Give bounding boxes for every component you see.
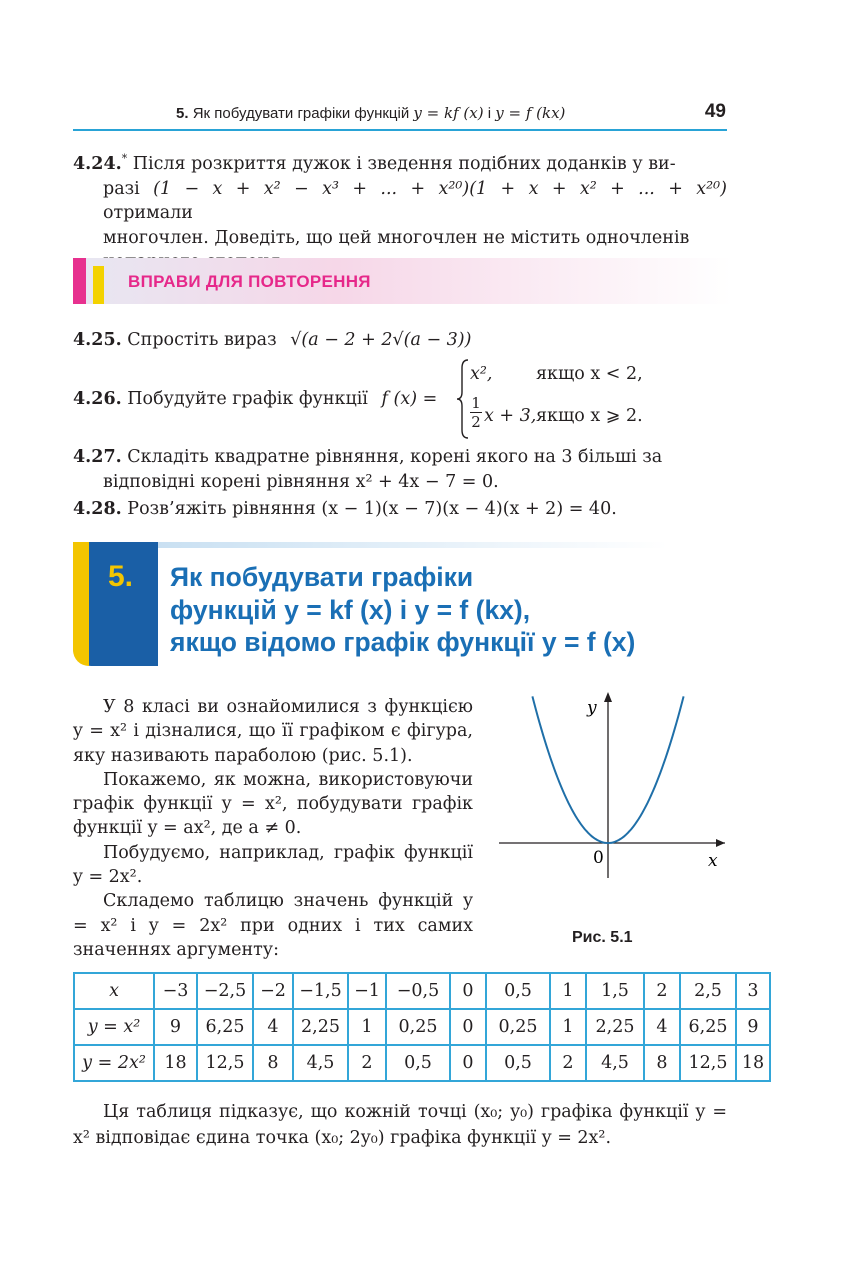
x-axis-arrow-icon bbox=[716, 839, 725, 847]
problem-4-24 bbox=[73, 152, 727, 275]
problem-text: многочлен. Доведіть, що цей многочлен не містить одночленів bbox=[103, 227, 690, 248]
header-rule bbox=[73, 129, 727, 131]
problem-text: Спростіть вираз bbox=[127, 330, 277, 350]
table-cell: 1 bbox=[348, 1009, 386, 1045]
banner-pink-stripe bbox=[73, 258, 86, 304]
header-conj: і bbox=[487, 105, 492, 122]
banner-yellow-stripe bbox=[93, 266, 104, 304]
running-header bbox=[176, 104, 565, 122]
section-title-line: Як побудувати графіки bbox=[170, 562, 474, 592]
header-section-number: 5. bbox=[176, 105, 189, 122]
body-text bbox=[73, 695, 473, 962]
paragraph: Складемо таблицю значень функцій y = x² і y = 2x² при одних і тих самих значеннях аргументу: bbox=[73, 891, 473, 960]
origin-label: 0 bbox=[593, 848, 604, 868]
table-cell: 0,5 bbox=[386, 1045, 450, 1081]
difficulty-mark: * bbox=[121, 152, 128, 166]
parabola-figure bbox=[495, 688, 730, 888]
exercises-heading: ВПРАВИ ДЛЯ ПОВТОРЕННЯ bbox=[128, 272, 371, 291]
table-cell: 1 bbox=[550, 973, 586, 1009]
table-row bbox=[74, 1045, 770, 1081]
problem-4-28 bbox=[73, 497, 617, 522]
x-axis-label: x bbox=[708, 851, 718, 871]
table-cell: 2,25 bbox=[293, 1009, 348, 1045]
problem-number: 4.27. bbox=[73, 447, 122, 467]
math-expression: f (x) = bbox=[381, 389, 438, 409]
case2-expr: x + 3, bbox=[484, 406, 537, 426]
table-row bbox=[74, 973, 770, 1009]
table-cell: 8 bbox=[644, 1045, 680, 1081]
table-cell: 4,5 bbox=[293, 1045, 348, 1081]
section-title-line: якщо відомо графік функції y = f (x) bbox=[170, 627, 636, 657]
values-table bbox=[73, 972, 771, 1082]
math-expression: (1 − x + x² − x³ + ... + x²⁰)(1 + x + x² + ... + x²⁰) bbox=[153, 178, 727, 199]
table-cell: −3 bbox=[154, 973, 197, 1009]
table-cell: 9 bbox=[154, 1009, 197, 1045]
problem-text: відповідні корені рівняння x² + 4x − 7 = 0. bbox=[103, 471, 499, 492]
table-cell: 2,5 bbox=[680, 973, 736, 1009]
table-row bbox=[74, 1009, 770, 1045]
row-label: x bbox=[74, 973, 154, 1009]
section-title-line: функцій y = kf (x) і y = f (kx), bbox=[170, 594, 531, 625]
table-cell: 0,5 bbox=[486, 1045, 550, 1081]
table-cell: −2 bbox=[253, 973, 293, 1009]
table-cell: −1,5 bbox=[293, 973, 348, 1009]
table-cell: 0,5 bbox=[486, 973, 550, 1009]
case1-cond: якщо x < 2, bbox=[536, 364, 643, 384]
paragraph: Покажемо, як можна, використовуючи графік функції y = x², побудувати графік функції y = ax², де a ≠ 0. bbox=[73, 769, 473, 839]
problem-number: 4.26. bbox=[73, 389, 122, 409]
table-cell: −2,5 bbox=[197, 973, 253, 1009]
section-banner-stripe bbox=[73, 542, 89, 666]
y-axis-arrow-icon bbox=[604, 692, 612, 702]
table-cell: 12,5 bbox=[680, 1045, 736, 1081]
y-axis-label: y bbox=[587, 698, 597, 718]
table-cell: 0 bbox=[450, 1009, 486, 1045]
table-cell: 8 bbox=[253, 1045, 293, 1081]
table-cell: 1 bbox=[550, 1009, 586, 1045]
problem-text: Побудуйте графік функції bbox=[127, 389, 368, 409]
case1-expr: x², bbox=[470, 364, 493, 384]
problem-text: Складіть квадратне рівняння, корені якого на 3 більші за bbox=[127, 447, 663, 467]
page-number: 49 bbox=[704, 101, 726, 122]
table-cell: 4,5 bbox=[586, 1045, 644, 1081]
problem-text: отримали bbox=[103, 203, 193, 223]
problem-number: 4.28. bbox=[73, 499, 122, 519]
problem-text: Розв’яжіть рівняння (x − 1)(x − 7)(x − 4)(x + 2) = 40. bbox=[127, 499, 617, 519]
section-banner-fade bbox=[158, 542, 668, 548]
problem-text: Після розкриття дужок і зведення подібних доданків у ви- bbox=[132, 154, 676, 174]
table-cell: 3 bbox=[736, 973, 770, 1009]
table-cell: 0 bbox=[450, 973, 486, 1009]
paragraph: У 8 класі ви ознайомилися з функцією y = x² і дізналися, що її графіком є фігура, яку називають параболою (рис. 5.1). bbox=[73, 697, 473, 766]
table-cell: 18 bbox=[736, 1045, 770, 1081]
problem-4-27 bbox=[73, 445, 727, 494]
case2-fraction bbox=[470, 394, 482, 431]
header-func1: y = kf (x) bbox=[413, 104, 484, 122]
problem-4-26 bbox=[73, 387, 437, 412]
fraction-denominator: 2 bbox=[471, 413, 481, 431]
case2-cond: якщо x ⩾ 2. bbox=[536, 406, 643, 426]
table-cell: 9 bbox=[736, 1009, 770, 1045]
header-func2: y = f (kx) bbox=[495, 104, 566, 122]
table-cell: 4 bbox=[644, 1009, 680, 1045]
header-title: Як побудувати графіки функцій bbox=[192, 105, 410, 122]
table-cell: −1 bbox=[348, 973, 386, 1009]
math-expression: √(a − 2 + 2√(a − 3)) bbox=[290, 330, 472, 350]
table-cell: 0 bbox=[450, 1045, 486, 1081]
table-cell: 4 bbox=[253, 1009, 293, 1045]
problem-number: 4.25. bbox=[73, 330, 122, 350]
row-label: y = 2x² bbox=[74, 1045, 154, 1081]
section-number: 5. bbox=[108, 560, 134, 593]
row-label: y = x² bbox=[74, 1009, 154, 1045]
table-cell: 1,5 bbox=[586, 973, 644, 1009]
paragraph: Побудуємо, наприклад, графік функції y = 2x². bbox=[73, 842, 473, 888]
table-cell: 2 bbox=[550, 1045, 586, 1081]
table-cell: 2 bbox=[644, 973, 680, 1009]
figure-caption: Рис. 5.1 bbox=[572, 929, 633, 946]
brace-icon bbox=[456, 358, 470, 440]
table-cell: 2,25 bbox=[586, 1009, 644, 1045]
table-cell: 0,25 bbox=[386, 1009, 450, 1045]
table-cell: 18 bbox=[154, 1045, 197, 1081]
problem-4-25 bbox=[73, 328, 471, 353]
table-cell: 6,25 bbox=[197, 1009, 253, 1045]
table-cell: 2 bbox=[348, 1045, 386, 1081]
conclusion-text: Ця таблиця підказує, що кожній точці (x₀; y₀) графіка функції y = x² відповідає єдина точка (x₀; 2y₀) графіка функції y = 2x². bbox=[73, 1102, 727, 1148]
table-cell: 6,25 bbox=[680, 1009, 736, 1045]
problem-number: 4.24. bbox=[73, 154, 122, 174]
section-title bbox=[170, 561, 635, 659]
table-cell: −0,5 bbox=[386, 973, 450, 1009]
table-cell: 12,5 bbox=[197, 1045, 253, 1081]
table-cell: 0,25 bbox=[486, 1009, 550, 1045]
problem-text: разі bbox=[103, 178, 140, 199]
fraction-numerator: 1 bbox=[471, 394, 481, 412]
